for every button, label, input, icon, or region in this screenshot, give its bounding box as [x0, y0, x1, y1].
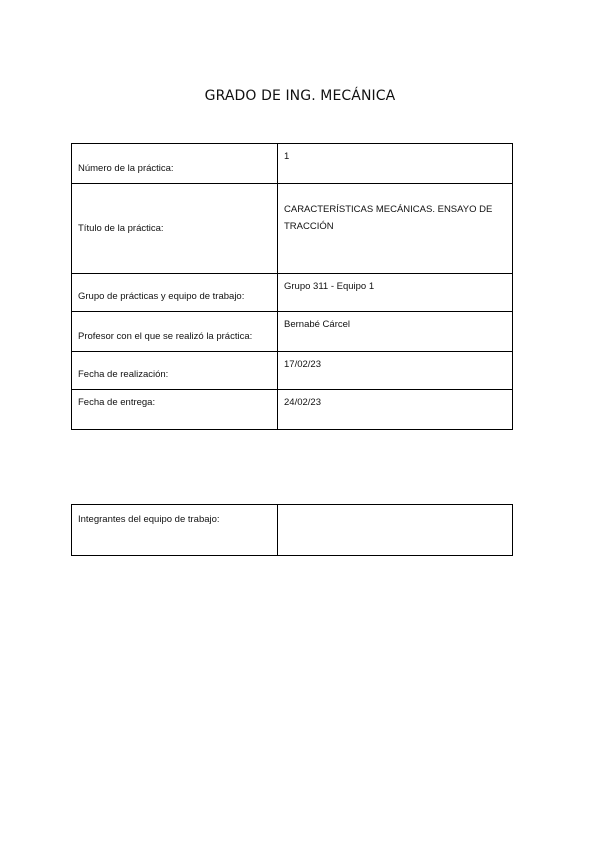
team-members-table	[71, 504, 513, 556]
professor-label: Profesor con el que se realizó la práctica:	[72, 312, 278, 352]
professor-value: Bernabé Cárcel	[278, 312, 513, 352]
practice-title-label: Título de la práctica:	[72, 184, 278, 274]
practice-number-value: 1	[278, 144, 513, 184]
completion-date-value: 17/02/23	[278, 352, 513, 390]
table-row	[72, 505, 513, 556]
table-row	[72, 312, 513, 352]
group-value: Grupo 311 - Equipo 1	[278, 274, 513, 312]
delivery-date-value: 24/02/23	[278, 390, 513, 430]
practice-title-value: CARACTERÍSTICAS MECÁNICAS. ENSAYO DE TRACCIÓN	[278, 184, 513, 274]
completion-date-label: Fecha de realización:	[72, 352, 278, 390]
practice-info-table	[71, 143, 513, 430]
practice-number-label: Número de la práctica:	[72, 144, 278, 184]
table-row	[72, 274, 513, 312]
table-row	[72, 144, 513, 184]
table-row	[72, 390, 513, 430]
delivery-date-label: Fecha de entrega:	[72, 390, 278, 430]
table-row	[72, 352, 513, 390]
table-row	[72, 184, 513, 274]
document-title: GRADO DE ING. MECÁNICA	[204, 88, 396, 104]
group-label: Grupo de prácticas y equipo de trabajo:	[72, 274, 278, 312]
team-members-value	[278, 505, 513, 556]
team-members-label: Integrantes del equipo de trabajo:	[72, 505, 278, 556]
